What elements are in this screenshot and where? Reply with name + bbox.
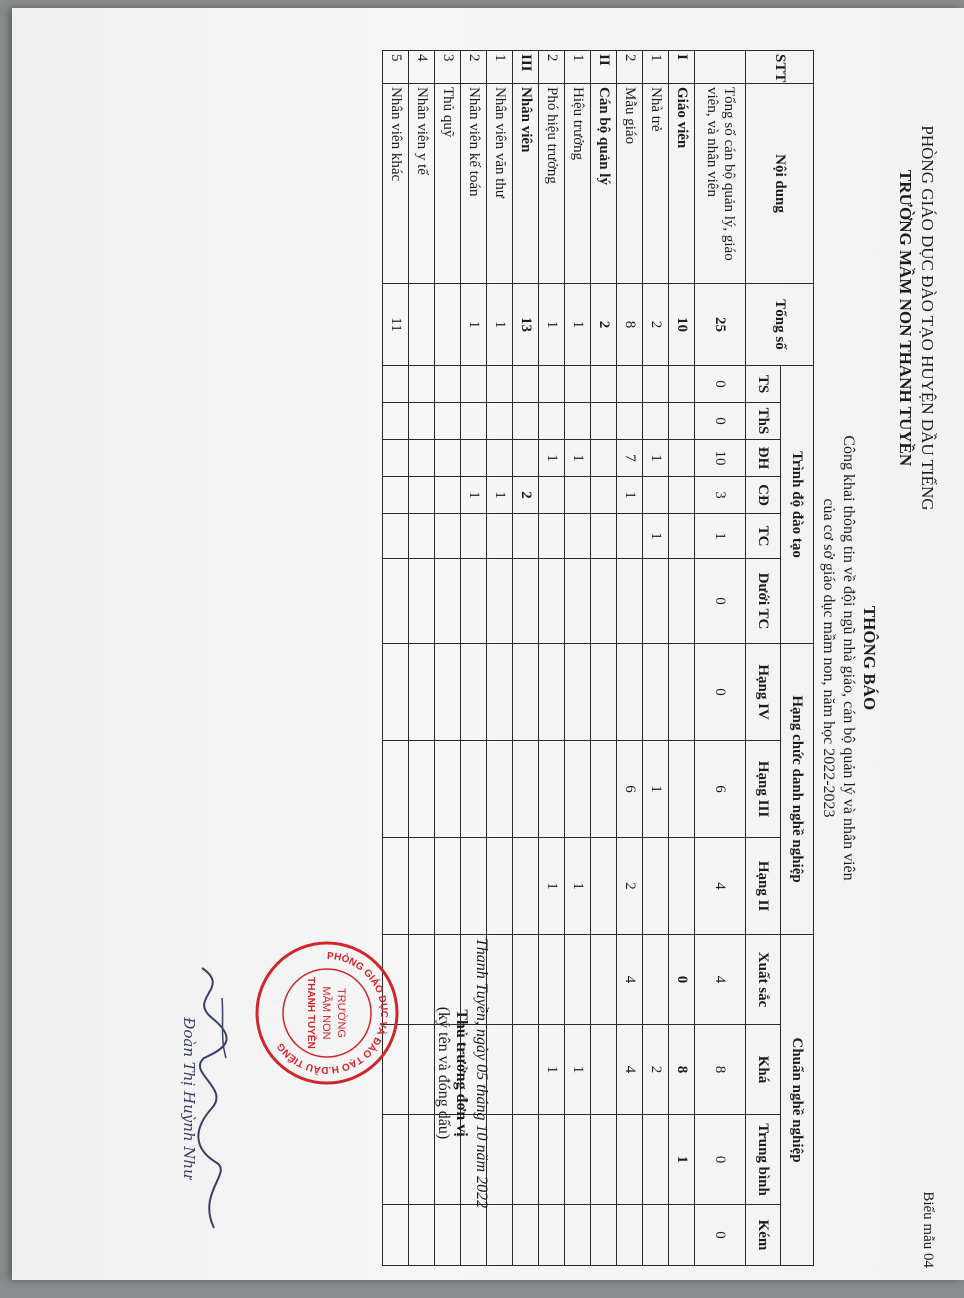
row-cell bbox=[513, 644, 539, 741]
row-cell bbox=[539, 1115, 565, 1205]
row-cell bbox=[513, 1115, 539, 1205]
row-cell bbox=[435, 644, 461, 741]
row-cell bbox=[539, 514, 565, 559]
row-cell bbox=[409, 440, 435, 477]
sub-hang-ii: Hạng II bbox=[746, 838, 781, 935]
row-stt: 5 bbox=[383, 51, 409, 84]
row-stt: 2 bbox=[461, 51, 487, 84]
table-row bbox=[669, 51, 695, 1266]
row-cell bbox=[669, 644, 695, 741]
row-cell: 11 bbox=[383, 284, 409, 366]
row-cell bbox=[591, 1115, 617, 1205]
col-total: Tổng số bbox=[746, 284, 814, 366]
row-cell bbox=[435, 366, 461, 403]
row-cell bbox=[565, 741, 591, 838]
row-cell bbox=[513, 514, 539, 559]
row-stt bbox=[695, 51, 746, 84]
row-cell: 8 bbox=[617, 284, 643, 366]
row-cell bbox=[643, 366, 669, 403]
row-cell bbox=[461, 741, 487, 838]
sub-tc: TC bbox=[746, 514, 781, 559]
row-cell bbox=[591, 935, 617, 1025]
header-org bbox=[894, 38, 938, 598]
row-cell: 2 bbox=[591, 284, 617, 366]
row-content: Nhân viên bbox=[513, 84, 539, 284]
sign-role: Thủ trưởng đơn vị bbox=[453, 1009, 470, 1137]
row-cell bbox=[539, 477, 565, 514]
row-cell: 1 bbox=[539, 1025, 565, 1115]
row-cell bbox=[591, 440, 617, 477]
row-cell: 2 bbox=[513, 477, 539, 514]
stamp-center-3: THANH TUYỀN bbox=[305, 977, 316, 1049]
row-stt: III bbox=[513, 51, 539, 84]
row-cell bbox=[591, 366, 617, 403]
col-content: Nội dung bbox=[746, 84, 814, 284]
row-cell bbox=[409, 935, 435, 1025]
row-cell bbox=[669, 514, 695, 559]
row-cell bbox=[565, 1115, 591, 1205]
row-cell bbox=[643, 935, 669, 1025]
sign-note: (ký tên và đóng dấu) bbox=[435, 1006, 452, 1140]
row-cell: 0 bbox=[695, 403, 746, 440]
row-cell bbox=[383, 644, 409, 741]
row-stt: 2 bbox=[539, 51, 565, 84]
row-cell bbox=[409, 559, 435, 644]
row-cell: 7 bbox=[617, 440, 643, 477]
row-cell bbox=[565, 935, 591, 1025]
row-cell bbox=[487, 935, 513, 1025]
row-cell: 2 bbox=[643, 284, 669, 366]
row-cell: 1 bbox=[539, 284, 565, 366]
row-cell bbox=[435, 559, 461, 644]
row-cell: 0 bbox=[695, 1205, 746, 1266]
table-row bbox=[513, 51, 539, 1266]
row-cell bbox=[383, 403, 409, 440]
row-cell bbox=[383, 1205, 409, 1266]
row-cell bbox=[435, 477, 461, 514]
document-page bbox=[62, 28, 942, 1298]
row-cell: 4 bbox=[617, 935, 643, 1025]
row-cell bbox=[383, 1115, 409, 1205]
row-cell bbox=[617, 514, 643, 559]
row-cell: 6 bbox=[617, 741, 643, 838]
row-cell bbox=[539, 741, 565, 838]
row-cell bbox=[409, 838, 435, 935]
row-cell: 1 bbox=[487, 284, 513, 366]
row-cell bbox=[513, 741, 539, 838]
row-cell bbox=[383, 366, 409, 403]
row-content: Tổng số cán bộ quản lý, giáo viên, và nhân viên bbox=[695, 84, 746, 284]
sub-ths: ThS bbox=[746, 403, 781, 440]
row-stt: 4 bbox=[409, 51, 435, 84]
row-cell: 1 bbox=[643, 440, 669, 477]
row-cell bbox=[643, 559, 669, 644]
row-stt: 1 bbox=[565, 51, 591, 84]
row-cell bbox=[409, 514, 435, 559]
row-cell bbox=[461, 559, 487, 644]
row-cell: 2 bbox=[617, 838, 643, 935]
row-cell: 1 bbox=[565, 1025, 591, 1115]
row-cell bbox=[383, 838, 409, 935]
row-cell: 10 bbox=[695, 440, 746, 477]
row-cell bbox=[617, 644, 643, 741]
row-cell bbox=[565, 366, 591, 403]
row-cell bbox=[539, 644, 565, 741]
row-cell bbox=[409, 1115, 435, 1205]
row-cell bbox=[435, 284, 461, 366]
row-cell bbox=[409, 1205, 435, 1266]
row-cell: 1 bbox=[487, 477, 513, 514]
row-cell: 1 bbox=[695, 514, 746, 559]
row-cell bbox=[487, 1025, 513, 1115]
row-cell bbox=[435, 741, 461, 838]
row-cell bbox=[591, 1205, 617, 1266]
row-cell: 1 bbox=[617, 477, 643, 514]
sub-dh: ĐH bbox=[746, 440, 781, 477]
row-cell: 4 bbox=[695, 838, 746, 935]
row-cell: 1 bbox=[565, 838, 591, 935]
paper-sheet bbox=[12, 8, 964, 1280]
stamp-center-2: MẦM NON bbox=[320, 986, 332, 1040]
row-cell: 1 bbox=[539, 838, 565, 935]
table-row bbox=[409, 51, 435, 1266]
row-cell bbox=[591, 1025, 617, 1115]
row-cell bbox=[461, 514, 487, 559]
row-cell bbox=[409, 284, 435, 366]
row-cell bbox=[409, 741, 435, 838]
row-cell: 1 bbox=[461, 284, 487, 366]
row-cell bbox=[487, 838, 513, 935]
row-cell bbox=[591, 559, 617, 644]
row-content: Phó hiệu trưởng bbox=[539, 84, 565, 284]
row-cell: 4 bbox=[695, 935, 746, 1025]
row-cell: 6 bbox=[695, 741, 746, 838]
table-row bbox=[487, 51, 513, 1266]
row-cell bbox=[513, 366, 539, 403]
col-training: Trình độ đào tạo bbox=[781, 366, 814, 644]
row-cell bbox=[539, 935, 565, 1025]
row-cell bbox=[513, 403, 539, 440]
col-rank: Hạng chức danh nghề nghiệp bbox=[781, 644, 814, 935]
table-row bbox=[539, 51, 565, 1266]
sub-hang-iv: Hạng IV bbox=[746, 644, 781, 741]
row-cell: 4 bbox=[617, 1025, 643, 1115]
row-cell bbox=[487, 741, 513, 838]
row-content: Nhà trẻ bbox=[643, 84, 669, 284]
sub-xuat-sac: Xuất sắc bbox=[746, 935, 781, 1025]
row-cell bbox=[565, 644, 591, 741]
row-cell bbox=[487, 559, 513, 644]
row-cell: 1 bbox=[643, 741, 669, 838]
row-cell bbox=[539, 1205, 565, 1266]
row-cell: 1 bbox=[565, 284, 591, 366]
row-cell bbox=[643, 403, 669, 440]
row-stt: 2 bbox=[617, 51, 643, 84]
school-stamp bbox=[252, 938, 402, 1088]
row-cell: 1 bbox=[461, 477, 487, 514]
form-number: Biểu mẫu 04 bbox=[920, 1191, 936, 1268]
row-cell bbox=[383, 440, 409, 477]
sign-date: Thanh Tuyền, ngày 05 tháng 10 năm 2022 bbox=[473, 937, 490, 1209]
row-cell bbox=[513, 838, 539, 935]
row-cell bbox=[513, 1205, 539, 1266]
row-cell: 8 bbox=[669, 1025, 695, 1115]
sub-cd: CĐ bbox=[746, 477, 781, 514]
row-cell bbox=[669, 838, 695, 935]
handwritten-signature bbox=[182, 958, 242, 1238]
row-cell: 0 bbox=[669, 935, 695, 1025]
row-cell bbox=[409, 1025, 435, 1115]
row-cell: 13 bbox=[513, 284, 539, 366]
row-content: Giáo viên bbox=[669, 84, 695, 284]
row-content: Hiệu trưởng bbox=[565, 84, 591, 284]
row-cell bbox=[669, 440, 695, 477]
row-cell bbox=[487, 514, 513, 559]
row-cell: 1 bbox=[643, 514, 669, 559]
row-cell: 0 bbox=[695, 559, 746, 644]
row-cell bbox=[565, 514, 591, 559]
row-content: Cán bộ quản lý bbox=[591, 84, 617, 284]
row-cell: 8 bbox=[695, 1025, 746, 1115]
col-standard: Chuẩn nghề nghiệp bbox=[781, 935, 814, 1266]
row-stt: 3 bbox=[435, 51, 461, 84]
row-cell bbox=[617, 366, 643, 403]
row-cell bbox=[669, 477, 695, 514]
row-content: Nhân viên khác bbox=[383, 84, 409, 284]
row-cell bbox=[383, 514, 409, 559]
sub-trung-binh: Trung bình bbox=[746, 1115, 781, 1205]
row-cell bbox=[513, 935, 539, 1025]
row-content: Nhân viên văn thư bbox=[487, 84, 513, 284]
row-content: Mẫu giáo bbox=[617, 84, 643, 284]
row-cell: 1 bbox=[669, 1115, 695, 1205]
row-cell bbox=[565, 1205, 591, 1266]
stamp-ring-text: PHÒNG GIÁO DỤC VÀ ĐÀO TẠO H.DẦU TIẾNG bbox=[275, 950, 390, 1076]
row-cell bbox=[643, 1115, 669, 1205]
row-cell: 0 bbox=[695, 644, 746, 741]
row-cell bbox=[539, 559, 565, 644]
table-row bbox=[617, 51, 643, 1266]
row-cell bbox=[591, 741, 617, 838]
sub-ts: TS bbox=[746, 366, 781, 403]
row-cell: 0 bbox=[695, 366, 746, 403]
doc-title: THÔNG BÁO bbox=[860, 605, 879, 711]
row-cell bbox=[565, 559, 591, 644]
row-cell bbox=[643, 1205, 669, 1266]
doc-subtitle-1: Công khai thông tin về đội ngũ nhà giáo, cán bộ quản lý và nhân viên bbox=[840, 435, 857, 881]
row-cell bbox=[383, 741, 409, 838]
row-stt: 1 bbox=[487, 51, 513, 84]
row-stt: 1 bbox=[643, 51, 669, 84]
row-cell bbox=[487, 1205, 513, 1266]
row-cell bbox=[513, 1025, 539, 1115]
row-stt: II bbox=[591, 51, 617, 84]
row-cell bbox=[513, 440, 539, 477]
row-cell bbox=[591, 644, 617, 741]
row-cell bbox=[617, 1205, 643, 1266]
signer-name: Đoàn Thị Huỳnh Như bbox=[180, 1017, 198, 1179]
row-cell: 1 bbox=[539, 440, 565, 477]
sub-kha: Khá bbox=[746, 1025, 781, 1115]
row-cell bbox=[643, 477, 669, 514]
row-content: Nhân viên y tế bbox=[409, 84, 435, 284]
row-cell bbox=[461, 440, 487, 477]
row-cell bbox=[487, 403, 513, 440]
row-content: Thủ quỹ bbox=[435, 84, 461, 284]
row-cell bbox=[565, 477, 591, 514]
row-cell bbox=[617, 403, 643, 440]
row-cell bbox=[669, 559, 695, 644]
row-cell bbox=[435, 514, 461, 559]
row-cell bbox=[617, 1115, 643, 1205]
row-cell bbox=[409, 366, 435, 403]
sub-duoi-tc: Dưới TC bbox=[746, 559, 781, 644]
dept-name: PHÒNG GIÁO DỤC ĐÀO TẠO HUYỆN DẦU TIẾNG bbox=[918, 125, 937, 511]
doc-subtitle-2: của cơ sở giáo dục mầm non, năm học 2022-2023 bbox=[820, 498, 837, 818]
col-stt: STT bbox=[746, 51, 814, 84]
stamp-center-1: TRƯỜNG bbox=[335, 988, 347, 1038]
row-cell bbox=[669, 366, 695, 403]
row-cell bbox=[383, 477, 409, 514]
signature-block bbox=[434, 908, 490, 1238]
row-cell bbox=[487, 644, 513, 741]
row-cell bbox=[435, 403, 461, 440]
row-cell bbox=[461, 366, 487, 403]
row-cell bbox=[643, 838, 669, 935]
row-cell: 25 bbox=[695, 284, 746, 366]
row-cell bbox=[669, 403, 695, 440]
row-cell bbox=[669, 741, 695, 838]
row-cell bbox=[539, 366, 565, 403]
row-cell bbox=[409, 477, 435, 514]
row-cell: 10 bbox=[669, 284, 695, 366]
row-cell: 3 bbox=[695, 477, 746, 514]
row-cell bbox=[591, 838, 617, 935]
row-cell bbox=[565, 403, 591, 440]
title-block bbox=[818, 328, 880, 988]
row-cell bbox=[487, 440, 513, 477]
row-cell bbox=[461, 403, 487, 440]
row-cell bbox=[591, 514, 617, 559]
sub-hang-iii: Hạng III bbox=[746, 741, 781, 838]
row-cell bbox=[487, 366, 513, 403]
row-content: Nhân viên kế toán bbox=[461, 84, 487, 284]
sub-kem: Kém bbox=[746, 1205, 781, 1266]
row-cell bbox=[617, 559, 643, 644]
row-cell bbox=[409, 403, 435, 440]
table-row bbox=[591, 51, 617, 1266]
row-cell bbox=[409, 644, 435, 741]
table-row bbox=[695, 51, 746, 1266]
table-row bbox=[643, 51, 669, 1266]
row-cell: 2 bbox=[643, 1025, 669, 1115]
row-cell: 1 bbox=[565, 440, 591, 477]
row-cell bbox=[591, 477, 617, 514]
row-cell bbox=[435, 440, 461, 477]
table-row bbox=[565, 51, 591, 1266]
row-cell bbox=[591, 403, 617, 440]
row-cell: 0 bbox=[695, 1115, 746, 1205]
school-name: TRƯỜNG MẦM NON THANH TUYỀN bbox=[896, 169, 915, 467]
row-cell bbox=[669, 1205, 695, 1266]
row-cell bbox=[461, 644, 487, 741]
row-cell bbox=[539, 403, 565, 440]
row-cell bbox=[487, 1115, 513, 1205]
row-cell bbox=[513, 559, 539, 644]
row-cell bbox=[383, 559, 409, 644]
row-stt: I bbox=[669, 51, 695, 84]
row-cell bbox=[643, 644, 669, 741]
